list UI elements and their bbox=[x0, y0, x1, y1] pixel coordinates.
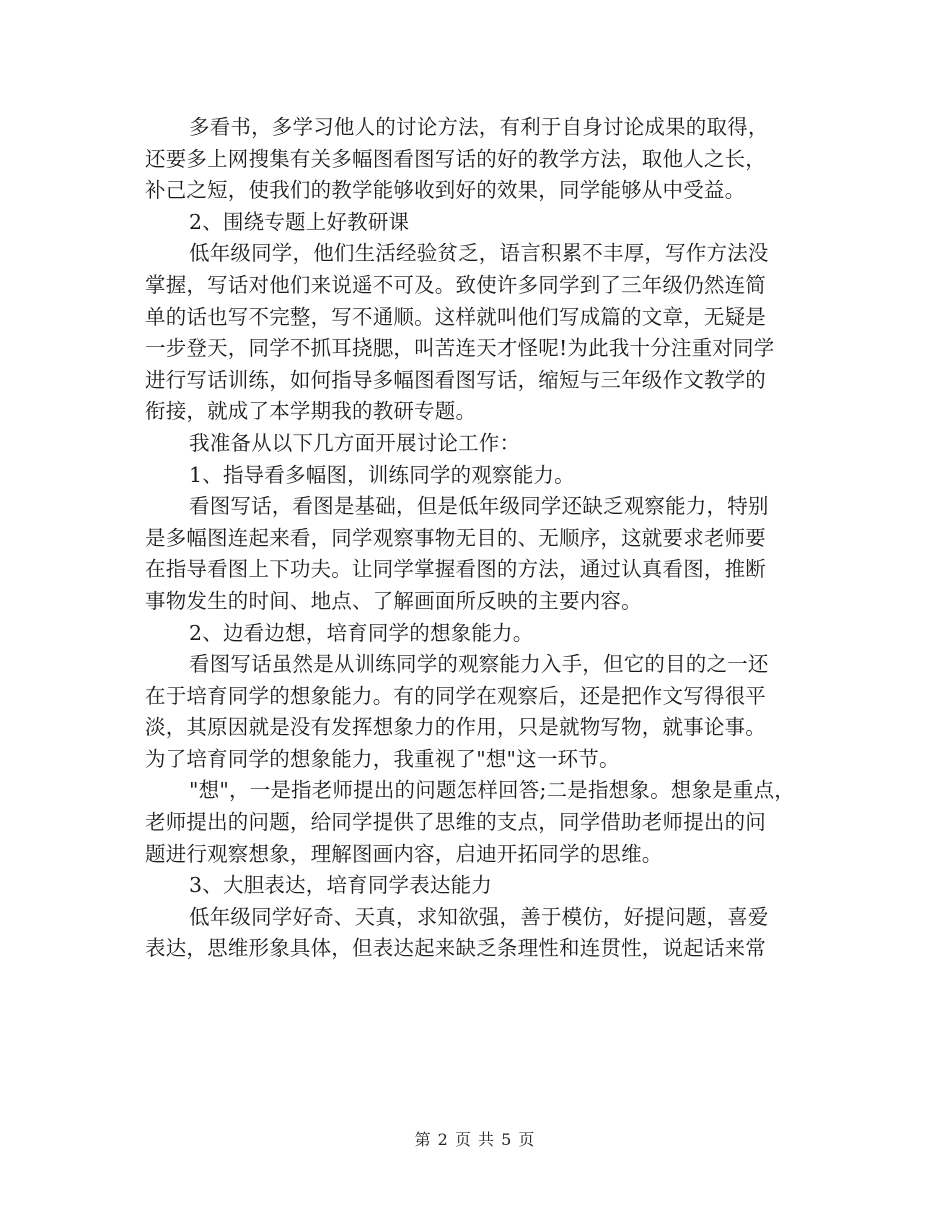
text-line: 表达，思维形象具体，但表达起来缺乏条理性和连贯性，说起话来常 bbox=[145, 936, 766, 961]
text-line: 在于培育同学的想象能力。有的同学在观察后，还是把作文写得很平 bbox=[145, 683, 766, 708]
text-line: 单的话也写不完整，写不通顺。这样就叫他们写成篇的文章，无疑是 bbox=[145, 304, 766, 329]
text-line: 题进行观察想象，理解图画内容，启迪开拓同学的思维。 bbox=[145, 841, 663, 866]
text-line: 淡，其原因就是没有发挥想象力的作用，只是就物写物，就事论事。 bbox=[145, 715, 766, 740]
text-line: 老师提出的问题，给同学提供了思维的支点，同学借助老师提出的问 bbox=[145, 810, 766, 835]
text-line: 在指导看图上下功夫。让同学掌握看图的方法，通过认真看图，推断 bbox=[145, 557, 766, 582]
text-line: 进行写话训练，如何指导多幅图看图写话，缩短与三年级作文教学的 bbox=[145, 367, 766, 392]
text-line: 看图写话虽然是从训练同学的观察能力入手，但它的目的之一还 bbox=[189, 652, 769, 677]
text-line: "想"，一是指老师提出的问题怎样回答;二是指想象。想象是重点， bbox=[189, 778, 795, 803]
text-line: 2、边看边想，培育同学的想象能力。 bbox=[189, 620, 534, 645]
text-line: 衔接，就成了本学期我的教研专题。 bbox=[145, 399, 477, 424]
text-line: 低年级同学好奇、天真，求知欲强，善于模仿，好提问题，喜爱 bbox=[189, 904, 769, 929]
text-line: 事物发生的时间、地点、了解画面所反映的主要内容。 bbox=[145, 588, 642, 613]
document-body bbox=[145, 112, 805, 965]
text-line: 一步登天，同学不抓耳挠腮，叫苦连天才怪呢!为此我十分注重对同学 bbox=[145, 336, 775, 361]
text-line: 2、围绕专题上好教研课 bbox=[189, 209, 410, 234]
text-line: 掌握，写话对他们来说遥不可及。致使许多同学到了三年级仍然连简 bbox=[145, 272, 766, 297]
text-line: 我准备从以下几方面开展讨论工作： bbox=[189, 430, 521, 455]
text-line: 为了培育同学的想象能力，我重视了"想"这一环节。 bbox=[145, 746, 620, 771]
text-line: 1、指导看多幅图，训练同学的观察能力。 bbox=[189, 462, 575, 487]
text-line: 看图写话，看图是基础，但是低年级同学还缺乏观察能力，特别 bbox=[189, 494, 769, 519]
text-line: 补己之短，使我们的教学能够收到好的效果，同学能够从中受益。 bbox=[145, 178, 746, 203]
page-number-footer: 第 2 页 共 5 页 bbox=[414, 1130, 536, 1149]
text-line: 3、大胆表达，培育同学表达能力 bbox=[189, 873, 493, 898]
text-line: 多看书，多学习他人的讨论方法，有利于自身讨论成果的取得， bbox=[189, 115, 769, 139]
text-line: 低年级同学，他们生活经验贫乏，语言积累不丰厚，写作方法没 bbox=[189, 241, 769, 266]
text-line: 是多幅图连起来看，同学观察事物无目的、无顺序，这就要求老师要 bbox=[145, 525, 766, 550]
text-line: 还要多上网搜集有关多幅图看图写话的好的教学方法，取他人之长， bbox=[145, 146, 766, 171]
